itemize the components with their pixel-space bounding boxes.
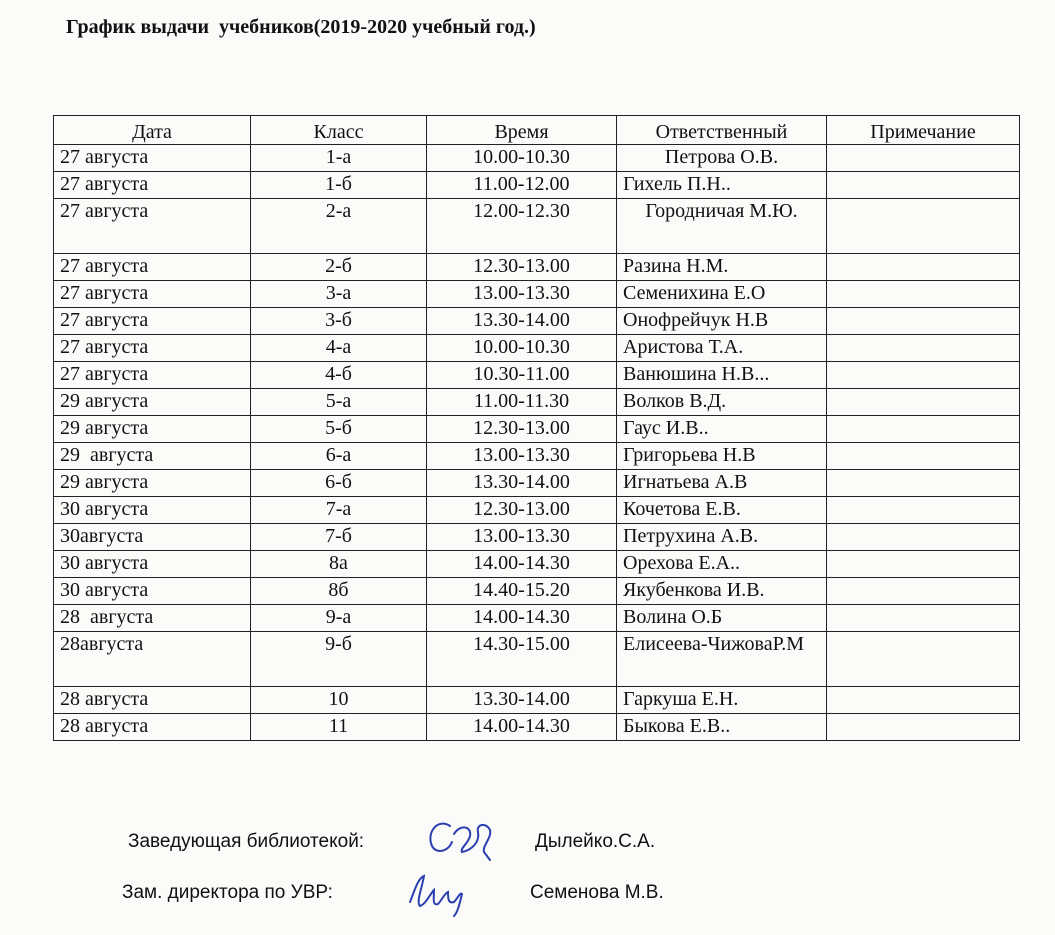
cell-responsible: Городничая М.Ю.	[617, 199, 827, 254]
cell-responsible: Елисеева-ЧижоваР.М	[617, 632, 827, 687]
deputy-name: Семенова М.В.	[530, 882, 664, 903]
cell-time: 10.30-11.00	[427, 362, 617, 389]
cell-note	[827, 497, 1020, 524]
table-row	[54, 578, 1020, 605]
cell-class: 8б	[251, 578, 427, 605]
deputy-role: Зам. директора по УВР:	[122, 882, 333, 903]
cell-date: 27 августа	[54, 281, 251, 308]
cell-date: 27 августа	[54, 254, 251, 281]
cell-class: 9-б	[251, 632, 427, 687]
cell-date: 28 августа	[54, 687, 251, 714]
cell-responsible: Разина Н.М.	[617, 254, 827, 281]
cell-class: 1-а	[251, 145, 427, 172]
cell-note	[827, 362, 1020, 389]
cell-note	[827, 578, 1020, 605]
cell-class: 5-б	[251, 416, 427, 443]
cell-time: 12.30-13.00	[427, 416, 617, 443]
cell-time: 14.00-14.30	[427, 714, 617, 741]
cell-class: 3-б	[251, 308, 427, 335]
cell-date: 28августа	[54, 632, 251, 687]
cell-time: 14.40-15.20	[427, 578, 617, 605]
cell-time: 10.00-10.30	[427, 145, 617, 172]
cell-date: 29 августа	[54, 470, 251, 497]
cell-note	[827, 308, 1020, 335]
cell-time: 14.00-14.30	[427, 551, 617, 578]
cell-responsible: Семенихина Е.О	[617, 281, 827, 308]
cell-note	[827, 199, 1020, 254]
cell-date: 30 августа	[54, 551, 251, 578]
cell-note	[827, 172, 1020, 199]
table-row	[54, 714, 1020, 741]
cell-time: 13.00-13.30	[427, 443, 617, 470]
cell-responsible: Аристова Т.А.	[617, 335, 827, 362]
header-class: Класс	[251, 116, 427, 145]
cell-class: 1-б	[251, 172, 427, 199]
cell-class: 2-б	[251, 254, 427, 281]
cell-class: 8а	[251, 551, 427, 578]
cell-time: 12.00-12.30	[427, 199, 617, 254]
table-row	[54, 254, 1020, 281]
table-row	[54, 416, 1020, 443]
cell-responsible: Григорьева Н.В	[617, 443, 827, 470]
cell-responsible: Кочетова Е.В.	[617, 497, 827, 524]
cell-date: 28 августа	[54, 605, 251, 632]
cell-note	[827, 470, 1020, 497]
cell-time: 14.00-14.30	[427, 605, 617, 632]
cell-note	[827, 443, 1020, 470]
table-row	[54, 145, 1020, 172]
table-row	[54, 172, 1020, 199]
cell-note	[827, 714, 1020, 741]
table-row	[54, 605, 1020, 632]
cell-date: 27 августа	[54, 145, 251, 172]
cell-class: 4-а	[251, 335, 427, 362]
cell-responsible: Гаус И.В..	[617, 416, 827, 443]
cell-class: 7-б	[251, 524, 427, 551]
cell-time: 13.30-14.00	[427, 687, 617, 714]
cell-class: 9-а	[251, 605, 427, 632]
document-title: График выдачи учебников(2019-2020 учебный год.)	[66, 16, 536, 38]
table-row	[54, 470, 1020, 497]
cell-date: 29 августа	[54, 389, 251, 416]
cell-class: 5-а	[251, 389, 427, 416]
cell-time: 11.00-11.30	[427, 389, 617, 416]
table-row	[54, 281, 1020, 308]
table-row	[54, 551, 1020, 578]
cell-note	[827, 254, 1020, 281]
cell-responsible: Гаркуша Е.Н.	[617, 687, 827, 714]
cell-responsible: Ванюшина Н.В...	[617, 362, 827, 389]
cell-date: 29 августа	[54, 443, 251, 470]
cell-date: 27 августа	[54, 199, 251, 254]
header-date: Дата	[54, 116, 251, 145]
cell-note	[827, 416, 1020, 443]
table-row	[54, 687, 1020, 714]
table-row	[54, 335, 1020, 362]
cell-note	[827, 335, 1020, 362]
cell-note	[827, 687, 1020, 714]
cell-date: 27 августа	[54, 308, 251, 335]
cell-responsible: Быкова Е.В..	[617, 714, 827, 741]
cell-note	[827, 389, 1020, 416]
cell-class: 7-а	[251, 497, 427, 524]
table-row	[54, 524, 1020, 551]
header-responsible: Ответственный	[617, 116, 827, 145]
cell-responsible: Игнатьева А.В	[617, 470, 827, 497]
table-row	[54, 308, 1020, 335]
cell-class: 3-а	[251, 281, 427, 308]
table-row	[54, 443, 1020, 470]
cell-responsible: Петрухина А.В.	[617, 524, 827, 551]
cell-responsible: Орехова Е.А..	[617, 551, 827, 578]
table-row	[54, 362, 1020, 389]
cell-note	[827, 632, 1020, 687]
cell-date: 27 августа	[54, 335, 251, 362]
table-row	[54, 389, 1020, 416]
cell-note	[827, 524, 1020, 551]
cell-time: 12.30-13.00	[427, 254, 617, 281]
cell-class: 10	[251, 687, 427, 714]
cell-date: 30 августа	[54, 497, 251, 524]
cell-class: 2-а	[251, 199, 427, 254]
cell-class: 11	[251, 714, 427, 741]
librarian-role: Заведующая библиотекой:	[128, 831, 365, 852]
cell-date: 28 августа	[54, 714, 251, 741]
librarian-signature	[420, 812, 500, 862]
cell-note	[827, 145, 1020, 172]
cell-time: 14.30-15.00	[427, 632, 617, 687]
cell-class: 4-б	[251, 362, 427, 389]
cell-time: 12.30-13.00	[427, 497, 617, 524]
cell-responsible: Петрова О.В.	[617, 145, 827, 172]
table-row	[54, 632, 1020, 687]
header-time: Время	[427, 116, 617, 145]
cell-time: 13.30-14.00	[427, 470, 617, 497]
cell-date: 27 августа	[54, 362, 251, 389]
cell-note	[827, 281, 1020, 308]
librarian-name: Дылейко.С.А.	[535, 831, 656, 852]
table-row	[54, 199, 1020, 254]
cell-responsible: Онофрейчук Н.В	[617, 308, 827, 335]
cell-note	[827, 605, 1020, 632]
table-row	[54, 497, 1020, 524]
cell-responsible: Гихель П.Н..	[617, 172, 827, 199]
header-note: Примечание	[827, 116, 1020, 145]
cell-responsible: Волина О.Б	[617, 605, 827, 632]
cell-time: 10.00-10.30	[427, 335, 617, 362]
cell-class: 6-б	[251, 470, 427, 497]
cell-date: 30 августа	[54, 578, 251, 605]
table-header-row	[54, 116, 1020, 145]
cell-responsible: Волков В.Д.	[617, 389, 827, 416]
cell-time: 13.00-13.30	[427, 524, 617, 551]
cell-date: 30августа	[54, 524, 251, 551]
cell-class: 6-а	[251, 443, 427, 470]
cell-responsible: Якубенкова И.В.	[617, 578, 827, 605]
cell-time: 13.00-13.30	[427, 281, 617, 308]
cell-date: 29 августа	[54, 416, 251, 443]
deputy-signature	[400, 868, 470, 918]
cell-time: 11.00-12.00	[427, 172, 617, 199]
cell-note	[827, 551, 1020, 578]
schedule-table	[53, 115, 1020, 741]
cell-date: 27 августа	[54, 172, 251, 199]
cell-time: 13.30-14.00	[427, 308, 617, 335]
table-body	[54, 145, 1020, 741]
